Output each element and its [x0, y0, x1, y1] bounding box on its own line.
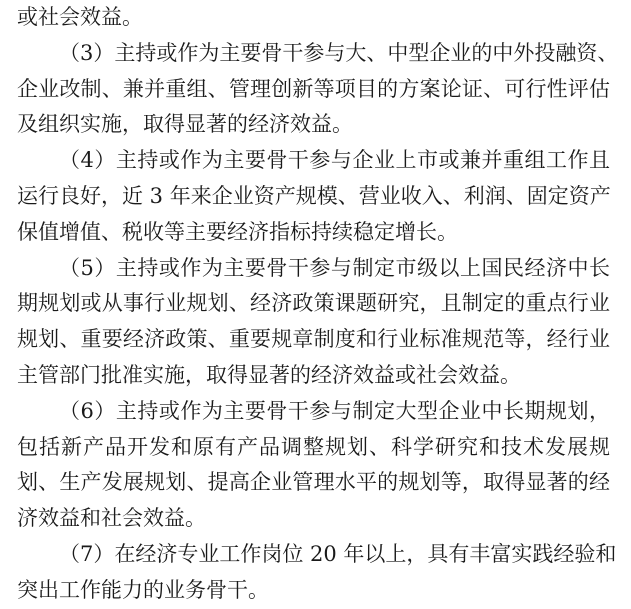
text-line: 规划、重要经济政策、重要规章制度和行业标准规范等，经行业: [17, 327, 610, 352]
paragraph: [17, 394, 610, 537]
text-line: 保值增值、税收等主要经济指标持续稳定增长。: [17, 219, 458, 244]
text-line: （3）主持或作为主要骨干参与大、中型企业的中外投融资、: [59, 40, 619, 65]
text-line: （4）主持或作为主要骨干参与企业上市或兼并重组工作且: [59, 148, 610, 173]
text-line: 包括新产品开发和原有产品调整规划、科学研究和技术发展规: [17, 434, 610, 459]
text-line: （6）主持或作为主要骨干参与制定大型企业中长期规划，: [59, 398, 610, 423]
text-line: 划、生产发展规划、提高企业管理水平的规划等，取得显著的经: [17, 470, 610, 495]
paragraph: [17, 36, 619, 143]
text-line: （5）主持或作为主要骨干参与制定市级以上国民经济中长: [59, 255, 610, 280]
paragraph: [17, 0, 610, 36]
text-line: 主管部门批准实施，取得显著的经济效益或社会效益。: [17, 362, 521, 387]
text-line: 运行良好，近 3 年来企业资产规模、营业收入、利润、固定资产: [17, 183, 611, 208]
paragraph: [17, 143, 610, 250]
text-line: 期规划或从事行业规划、经济政策课题研究，且制定的重点行业: [17, 291, 610, 316]
text-line: 或社会效益。: [17, 5, 143, 29]
text-line: 突出工作能力的业务骨干。: [17, 577, 269, 602]
paragraph: [17, 537, 617, 609]
document-body: [17, 0, 619, 609]
text-line: 济效益和社会效益。: [17, 506, 206, 531]
paragraph: [17, 251, 610, 394]
text-line: 及组织实施，取得显著的经济效益。: [17, 112, 353, 137]
text-line: （7）在经济专业工作岗位 20 年以上，具有丰富实践经验和: [59, 541, 617, 566]
text-line: 企业改制、兼并重组、管理创新等项目的方案论证、可行性评估: [17, 76, 610, 101]
